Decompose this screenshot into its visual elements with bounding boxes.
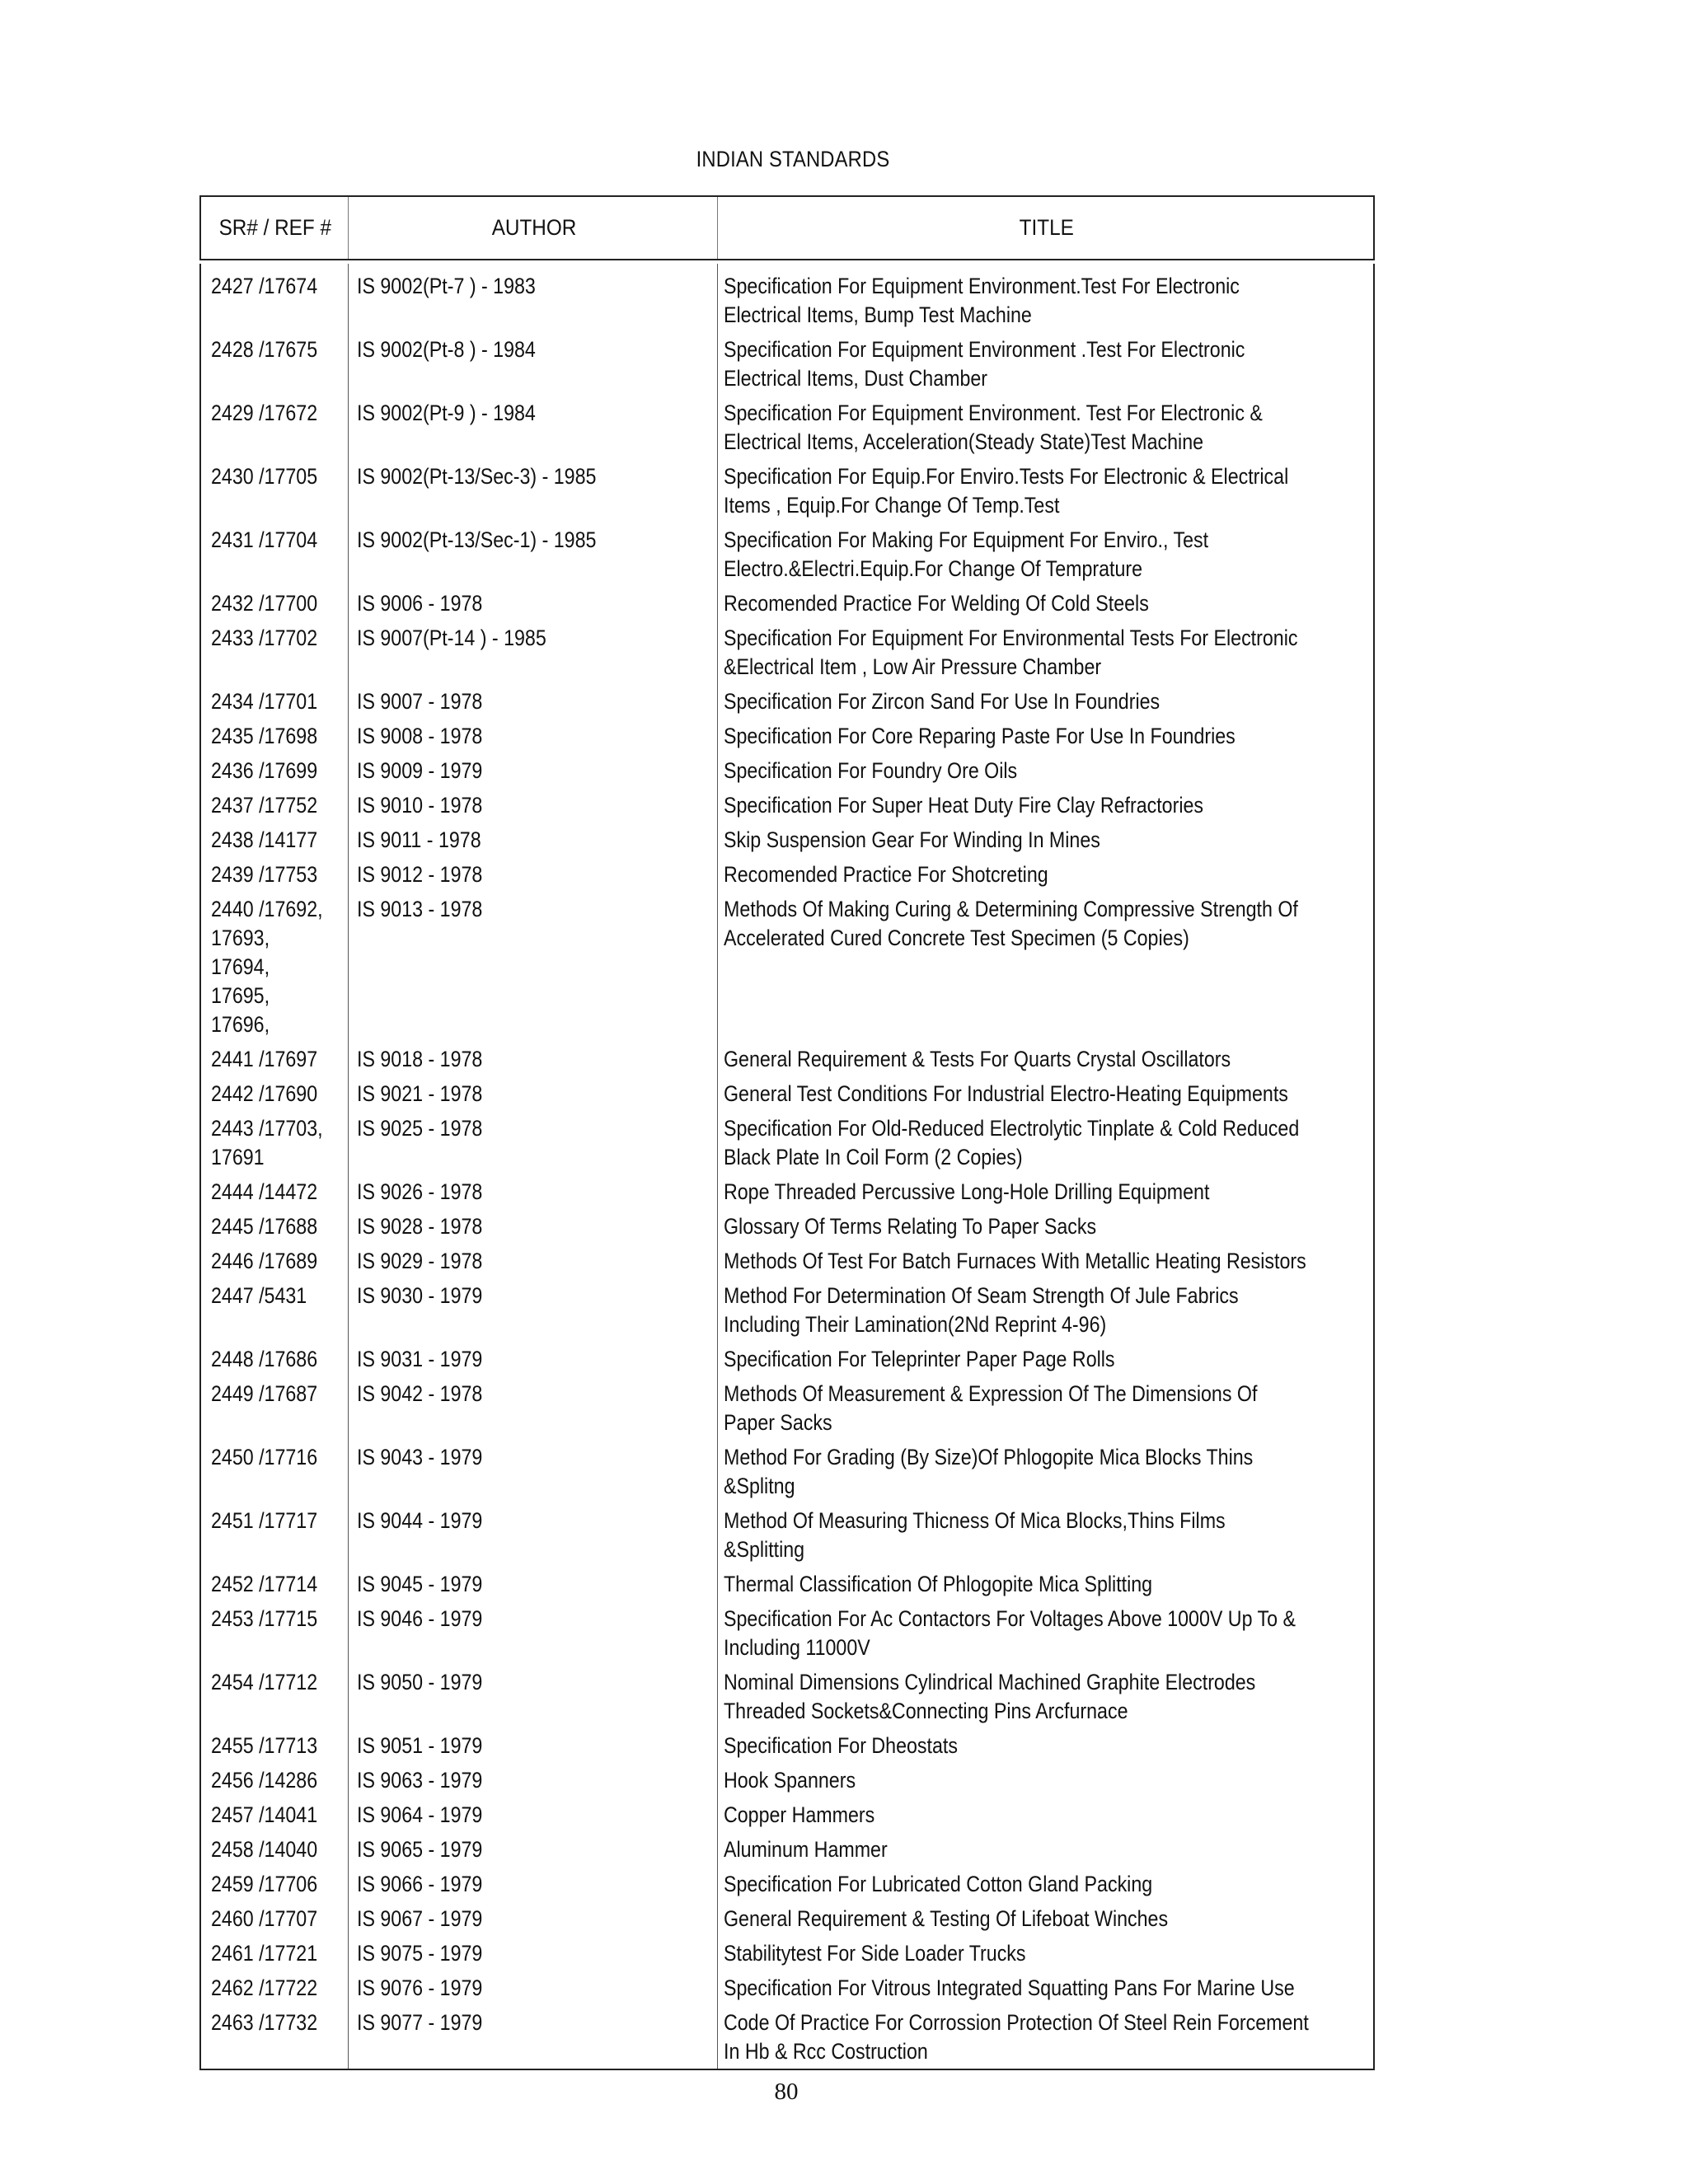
author-cell: IS 9063 - 1979 [356, 1768, 483, 1793]
title-cell: Specification For Making For Equipment For Enviro., Test Electro.&Electri.Equip.For Change Of Temprature [724, 527, 1209, 581]
author-cell: IS 9002(Pt-9 ) - 1984 [356, 401, 536, 425]
title-cell: Thermal Classification Of Phlogopite Mica Splitting [724, 1572, 1153, 1596]
author-cell: IS 9046 - 1979 [356, 1606, 483, 1631]
sr-ref-cell: 2431 /17704 [211, 527, 318, 552]
table-row [201, 687, 1373, 716]
table-row [201, 757, 1373, 785]
table-row [201, 722, 1373, 751]
sr-ref-cell: 2458 /14040 [211, 1837, 318, 1862]
sr-ref-cell: 2449 /17687 [211, 1381, 318, 1406]
title-cell: General Requirement & Testing Of Lifeboat Winches [724, 1906, 1169, 1931]
table-row [201, 791, 1373, 820]
sr-ref-cell: 2463 /17732 [211, 2010, 318, 2035]
title-cell: Specification For Dheostats [724, 1733, 958, 1758]
author-cell: IS 9042 - 1978 [356, 1381, 483, 1406]
title-cell: Specification For Equipment For Environmental Tests For Electronic &Electrical Item , Low Air Pressure Chamber [724, 626, 1298, 679]
table-body [199, 264, 1375, 2070]
author-cell: IS 9011 - 1978 [356, 827, 481, 852]
author-cell: IS 9075 - 1979 [356, 1941, 483, 1966]
table-row [201, 1282, 1373, 1339]
title-cell: Aluminum Hammer [724, 1837, 888, 1862]
title-cell: Skip Suspension Gear For Winding In Mines [724, 827, 1100, 852]
table-row [201, 1870, 1373, 1899]
author-cell: IS 9025 - 1978 [356, 1116, 483, 1141]
title-cell: Specification For Equipment Environment.Test For Electronic Electrical Items, Bump Test Machine [724, 274, 1240, 327]
author-cell: IS 9029 - 1978 [356, 1249, 483, 1273]
table-row [201, 335, 1373, 393]
table-row [201, 1114, 1373, 1172]
sr-ref-cell: 2453 /17715 [211, 1606, 318, 1631]
title-cell: Specification For Lubricated Cotton Gland Packing [724, 1872, 1153, 1896]
table-row [201, 526, 1373, 583]
sr-ref-cell: 2440 /17692, 17693, 17694, 17695, 17696, [211, 897, 323, 1037]
sr-ref-cell: 2427 /17674 [211, 274, 318, 298]
author-cell: IS 9021 - 1978 [356, 1081, 483, 1106]
sr-ref-cell: 2428 /17675 [211, 337, 318, 362]
title-cell: Specification For Equipment Environment. Test For Electronic & Electrical Items, Acceleration(Steady State)Test Machine [724, 401, 1263, 454]
title-cell: Stabilitytest For Side Loader Trucks [724, 1941, 1026, 1966]
column-divider [348, 197, 349, 259]
title-cell: Methods Of Test For Batch Furnaces With Metallic Heating Resistors [724, 1249, 1306, 1273]
table-row [201, 1939, 1373, 1968]
author-cell: IS 9002(Pt-13/Sec-3) - 1985 [356, 464, 597, 489]
title-cell: Specification For Core Reparing Paste For Use In Foundries [724, 724, 1236, 748]
table-row [201, 1212, 1373, 1241]
author-cell: IS 9028 - 1978 [356, 1214, 483, 1239]
sr-ref-cell: 2439 /17753 [211, 862, 318, 887]
author-cell: IS 9013 - 1978 [356, 897, 483, 921]
title-cell: Specification For Super Heat Duty Fire Clay Refractories [724, 793, 1204, 818]
table-row [201, 1766, 1373, 1795]
column-divider [717, 197, 718, 259]
page-title: INDIAN STANDARDS [696, 147, 890, 171]
sr-ref-cell: 2457 /14041 [211, 1802, 318, 1827]
author-cell: IS 9030 - 1979 [356, 1283, 483, 1308]
table-row [201, 1345, 1373, 1374]
table-row [201, 1443, 1373, 1501]
sr-ref-cell: 2450 /17716 [211, 1445, 318, 1469]
sr-ref-cell: 2448 /17686 [211, 1347, 318, 1371]
title-cell: General Requirement & Tests For Quarts Crystal Oscillators [724, 1047, 1231, 1071]
author-cell: IS 9010 - 1978 [356, 793, 483, 818]
table-row [201, 1178, 1373, 1207]
sr-ref-cell: 2444 /14472 [211, 1179, 318, 1204]
title-cell: Glossary Of Terms Relating To Paper Sacks [724, 1214, 1097, 1239]
title-cell: Rope Threaded Percussive Long-Hole Drilling Equipment [724, 1179, 1210, 1204]
title-cell: Method For Determination Of Seam Strength Of Jule Fabrics Including Their Lamination(2Nd Reprint 4-96) [724, 1283, 1239, 1337]
title-cell: Methods Of Measurement & Expression Of The Dimensions Of Paper Sacks [724, 1381, 1258, 1435]
title-cell: Recomended Practice For Shotcreting [724, 862, 1048, 887]
sr-ref-cell: 2447 /5431 [211, 1283, 307, 1308]
table-row [201, 624, 1373, 682]
table-row [201, 1045, 1373, 1074]
column-header-title: TITLE [1019, 215, 1075, 240]
sr-ref-cell: 2445 /17688 [211, 1214, 318, 1239]
table-header [199, 195, 1375, 260]
sr-ref-cell: 2430 /17705 [211, 464, 318, 489]
title-cell: Specification For Vitrous Integrated Squatting Pans For Marine Use [724, 1975, 1295, 2000]
sr-ref-cell: 2432 /17700 [211, 591, 318, 616]
author-cell: IS 9043 - 1979 [356, 1445, 483, 1469]
author-cell: IS 9009 - 1979 [356, 758, 483, 783]
sr-ref-cell: 2435 /17698 [211, 724, 318, 748]
sr-ref-cell: 2446 /17689 [211, 1249, 318, 1273]
table-row [201, 1801, 1373, 1830]
table-row [201, 399, 1373, 457]
sr-ref-cell: 2459 /17706 [211, 1872, 318, 1896]
table-row [201, 1835, 1373, 1864]
sr-ref-cell: 2454 /17712 [211, 1670, 318, 1694]
sr-ref-cell: 2429 /17672 [211, 401, 318, 425]
table-row [201, 462, 1373, 520]
author-cell: IS 9026 - 1978 [356, 1179, 483, 1204]
sr-ref-cell: 2452 /17714 [211, 1572, 318, 1596]
table-row [201, 589, 1373, 618]
title-cell: General Test Conditions For Industrial Electro-Heating Equipments [724, 1081, 1288, 1106]
author-cell: IS 9050 - 1979 [356, 1670, 483, 1694]
title-cell: Specification For Teleprinter Paper Page Rolls [724, 1347, 1115, 1371]
author-cell: IS 9018 - 1978 [356, 1047, 483, 1071]
title-cell: Nominal Dimensions Cylindrical Machined Graphite Electrodes Threaded Sockets&Connecting Pins Arcfurnace [724, 1670, 1256, 1723]
title-cell: Specification For Ac Contactors For Voltages Above 1000V Up To & Including 11000V [724, 1606, 1296, 1660]
author-cell: IS 9065 - 1979 [356, 1837, 483, 1862]
title-cell: Hook Spanners [724, 1768, 856, 1793]
sr-ref-cell: 2442 /17690 [211, 1081, 318, 1106]
title-cell: Specification For Foundry Ore Oils [724, 758, 1018, 783]
sr-ref-cell: 2436 /17699 [211, 758, 318, 783]
sr-ref-cell: 2434 /17701 [211, 689, 318, 714]
title-cell: Copper Hammers [724, 1802, 875, 1827]
title-cell: Methods Of Making Curing & Determining Compressive Strength Of Accelerated Cured Concrete Test Specimen (5 Copies) [724, 897, 1298, 950]
author-cell: IS 9002(Pt-8 ) - 1984 [356, 337, 536, 362]
sr-ref-cell: 2451 /17717 [211, 1508, 318, 1533]
table-row [201, 1570, 1373, 1599]
sr-ref-cell: 2462 /17722 [211, 1975, 318, 2000]
table-row [201, 826, 1373, 855]
author-cell: IS 9007 - 1978 [356, 689, 483, 714]
author-cell: IS 9064 - 1979 [356, 1802, 483, 1827]
sr-ref-cell: 2438 /14177 [211, 827, 318, 852]
table-row [201, 272, 1373, 330]
table-row [201, 1974, 1373, 2003]
title-cell: Method Of Measuring Thicness Of Mica Blocks,Thins Films &Splitting [724, 1508, 1226, 1562]
sr-ref-cell: 2437 /17752 [211, 793, 318, 818]
sr-ref-cell: 2441 /17697 [211, 1047, 318, 1071]
title-cell: Specification For Zircon Sand For Use In Foundries [724, 689, 1160, 714]
table-row [201, 1905, 1373, 1933]
title-cell: Recomended Practice For Welding Of Cold Steels [724, 591, 1149, 616]
author-cell: IS 9002(Pt-7 ) - 1983 [356, 274, 536, 298]
column-header-author: AUTHOR [491, 215, 577, 240]
table-row [201, 860, 1373, 889]
author-cell: IS 9045 - 1979 [356, 1572, 483, 1596]
title-cell: Method For Grading (By Size)Of Phlogopite Mica Blocks Thins &Splitng [724, 1445, 1254, 1498]
table-row [201, 1732, 1373, 1760]
author-cell: IS 9067 - 1979 [356, 1906, 483, 1931]
title-cell: Specification For Equip.For Enviro.Tests For Electronic & Electrical Items , Equip.For Change Of Temp.Test [724, 464, 1289, 518]
author-cell: IS 9007(Pt-14 ) - 1985 [356, 626, 546, 650]
author-cell: IS 9076 - 1979 [356, 1975, 483, 2000]
title-cell: Specification For Old-Reduced Electrolytic Tinplate & Cold Reduced Black Plate In Coil Form (2 Copies) [724, 1116, 1300, 1169]
sr-ref-cell: 2433 /17702 [211, 626, 318, 650]
title-cell: Specification For Equipment Environment .Test For Electronic Electrical Items, Dust Chamber [724, 337, 1245, 391]
table-row [201, 1080, 1373, 1108]
sr-ref-cell: 2461 /17721 [211, 1941, 318, 1966]
table-row [201, 1605, 1373, 1662]
table-row [201, 2008, 1373, 2066]
table-row [201, 1380, 1373, 1437]
author-cell: IS 9077 - 1979 [356, 2010, 483, 2035]
table-row [201, 1507, 1373, 1564]
author-cell: IS 9012 - 1978 [356, 862, 483, 887]
author-cell: IS 9031 - 1979 [356, 1347, 483, 1371]
sr-ref-cell: 2456 /14286 [211, 1768, 318, 1793]
table-row [201, 1247, 1373, 1276]
author-cell: IS 9002(Pt-13/Sec-1) - 1985 [356, 527, 597, 552]
author-cell: IS 9008 - 1978 [356, 724, 483, 748]
sr-ref-cell: 2443 /17703, 17691 [211, 1116, 323, 1169]
table-row [201, 895, 1373, 1039]
author-cell: IS 9051 - 1979 [356, 1733, 483, 1758]
page-number: 80 [774, 2079, 799, 2105]
table-rows [201, 272, 1373, 2072]
column-header-sr-ref: SR# / REF # [218, 215, 332, 240]
title-cell: Code Of Practice For Corrossion Protection Of Steel Rein Forcement In Hb & Rcc Costruction [724, 2010, 1309, 2064]
author-cell: IS 9044 - 1979 [356, 1508, 483, 1533]
author-cell: IS 9066 - 1979 [356, 1872, 483, 1896]
table-row [201, 1668, 1373, 1726]
author-cell: IS 9006 - 1978 [356, 591, 483, 616]
sr-ref-cell: 2455 /17713 [211, 1733, 318, 1758]
sr-ref-cell: 2460 /17707 [211, 1906, 318, 1931]
